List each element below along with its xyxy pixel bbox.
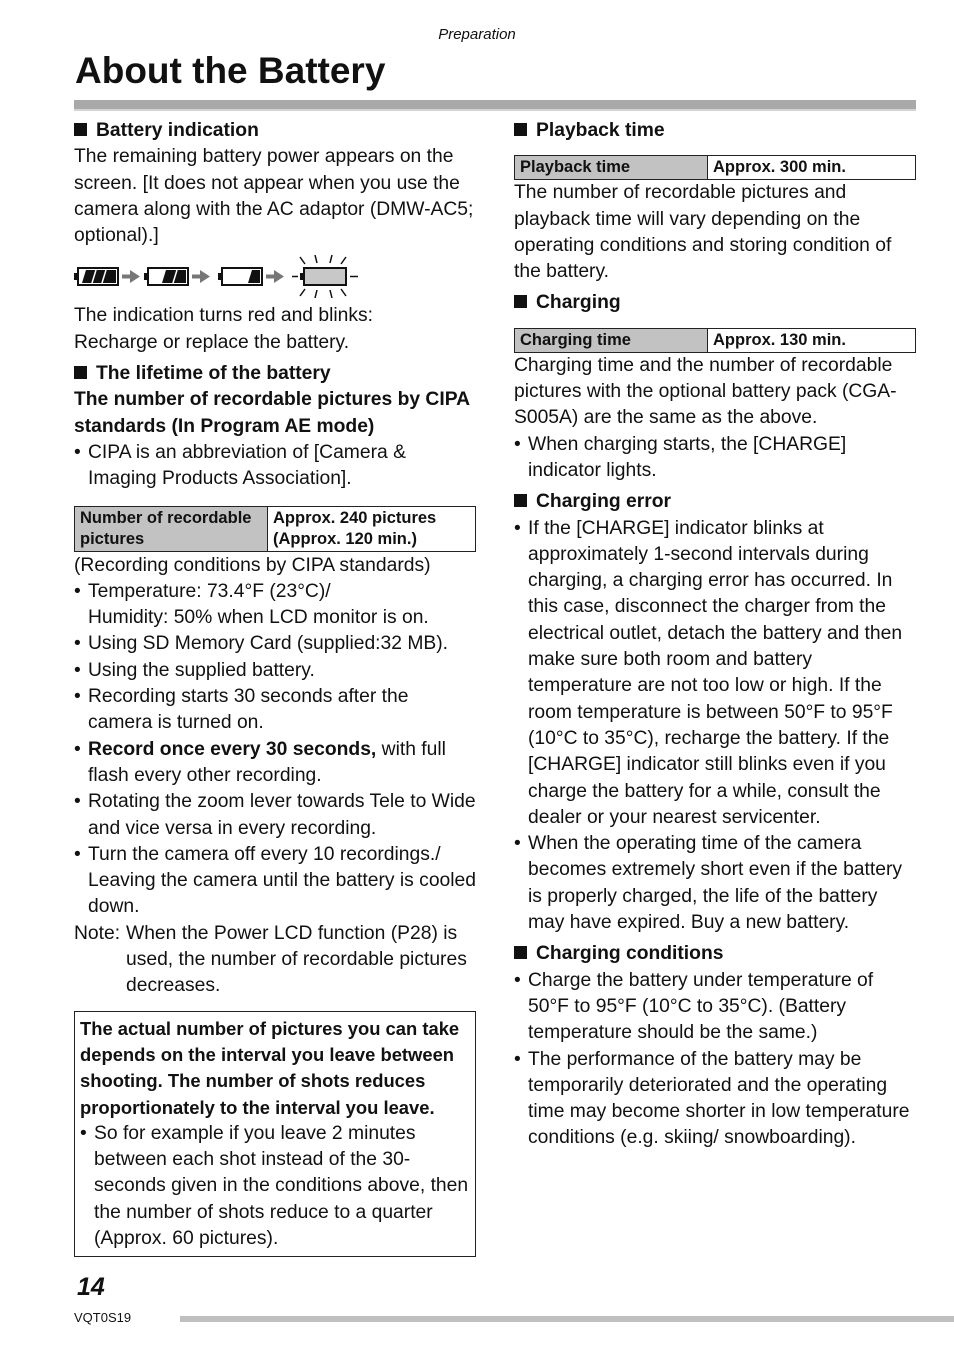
- document-code: VQT0S19: [74, 1310, 132, 1325]
- battery-indication-body: The remaining battery power appears on the screen. [It does not appear when you use the camera along with the AC adaptor (DMW-AC5; optional).]: [74, 146, 474, 247]
- pictures-table-value: Approx. 240 pictures (Approx. 120 min.): [268, 506, 476, 551]
- charging-error-bullet: • If the [CHARGE] indicator blinks at approximately 1-second intervals during charging, a charging error has occurred. In this case, disconnect the charger from the electrical outlet, detach the battery and then make sure both room and battery temperature are not too low or high. If the room temperature is between 50°F to 95°F (10°C to 35°C), recharge the battery. If the [CHARGE] indicator still blinks even if you charge the battery for a while, consult the dealer or your nearest servicenter.: [514, 516, 916, 832]
- interval-info-box: [74, 1011, 476, 1258]
- condition-item: • Record once every 30 seconds, with full flash every other recording.: [74, 737, 476, 790]
- playback-body: The number of recordable pictures and playback time will vary depending on the operating conditions and storing condition of the battery.: [514, 182, 892, 283]
- battery-indication-heading: Battery indication: [74, 118, 476, 144]
- indication-note-2: Recharge or replace the battery.: [74, 331, 350, 353]
- charging-table-key: Charging time: [515, 328, 708, 352]
- square-bullet-icon: [514, 123, 527, 136]
- right-column: [514, 118, 916, 1152]
- charging-bullet: • When charging starts, the [CHARGE] indicator lights.: [514, 432, 916, 485]
- charging-table-value: Approx. 130 min.: [708, 328, 916, 352]
- charging-conditions-bullet: • The performance of the battery may be temporarily deteriorated and the operating time may become shorter in low temperature conditions (e.g. skiing/ snowboarding).: [514, 1047, 916, 1152]
- indication-note-1: The indication turns red and blinks:: [74, 305, 374, 327]
- condition-item: • Temperature: 73.4°F (23°C)/ Humidity: 50% when LCD monitor is on.: [74, 579, 476, 632]
- playback-table-value: Approx. 300 min.: [708, 156, 916, 180]
- footer-rule: [180, 1316, 954, 1322]
- battery-two-thirds-icon: [144, 268, 188, 285]
- condition-item: • Recording starts 30 seconds after the camera is turned on.: [74, 684, 476, 737]
- section-label: Preparation: [438, 26, 516, 43]
- note-label: Note:: [74, 922, 121, 944]
- left-column: [74, 118, 476, 1257]
- condition-item: • Using SD Memory Card (supplied:32 MB).: [74, 631, 476, 657]
- battery-indicator-sequence: [74, 255, 476, 299]
- note-text: When the Power LCD function (P28) is used, the number of recordable pictures decreases.: [126, 922, 467, 997]
- square-bullet-icon: [74, 123, 87, 136]
- arrow-icon: [266, 270, 284, 283]
- condition-item: • Turn the camera off every 10 recordings./ Leaving the camera until the battery is cooled down.: [74, 842, 476, 921]
- battery-empty-blinking-icon: [292, 255, 358, 298]
- battery-one-third-icon: [218, 268, 262, 285]
- charging-error-heading: Charging error: [514, 489, 916, 515]
- cipa-bullet: • CIPA is an abbreviation of [Camera & Imaging Products Association].: [74, 440, 476, 493]
- charging-body: Charging time and the number of recordable pictures with the optional battery pack (CGA-S005A) are the same as the above.: [514, 354, 897, 429]
- page-number: 14: [77, 1273, 105, 1301]
- square-bullet-icon: [74, 366, 87, 379]
- playback-table: [514, 155, 916, 180]
- pictures-table-key: Number of recordable pictures: [75, 506, 268, 551]
- square-bullet-icon: [514, 946, 527, 959]
- charging-heading: Charging: [514, 290, 916, 316]
- interval-info-bullet: • So for example if you leave 2 minutes between each shot instead of the 30-seconds given in the conditions above, then the number of shots reduce to a quarter (Approx. 60 pictures).: [80, 1121, 470, 1252]
- playback-heading: Playback time: [514, 118, 916, 144]
- square-bullet-icon: [514, 494, 527, 507]
- condition-item: • Using the supplied battery.: [74, 658, 476, 684]
- pictures-table: [74, 506, 476, 552]
- page-title: About the Battery: [75, 50, 386, 91]
- title-rule: [74, 100, 916, 111]
- note: [74, 921, 476, 1000]
- interval-info-heading: The actual number of pictures you can take depends on the interval you leave between shooting. The number of shots reduces proportionately to the interval you leave.: [80, 1017, 460, 1118]
- square-bullet-icon: [514, 295, 527, 308]
- playback-table-key: Playback time: [515, 156, 708, 180]
- cipa-heading: The number of recordable pictures by CIPA standards (In Program AE mode): [74, 389, 470, 437]
- charging-error-bullet: • When the operating time of the camera becomes extremely short even if the battery is properly charged, the life of the battery may have expired. Buy a new battery.: [514, 831, 916, 936]
- battery-full-icon: [74, 268, 118, 285]
- conditions-intro: (Recording conditions by CIPA standards): [74, 554, 431, 576]
- arrow-icon: [192, 270, 210, 283]
- lifetime-heading: The lifetime of the battery: [74, 361, 476, 387]
- charging-table: [514, 328, 916, 353]
- arrow-icon: [122, 270, 140, 283]
- condition-item: • Rotating the zoom lever towards Tele to Wide and vice versa in every recording.: [74, 789, 476, 842]
- charging-conditions-bullet: • Charge the battery under temperature of 50°F to 95°F (10°C to 35°C). (Battery temperature should be the same.): [514, 968, 916, 1047]
- charging-conditions-heading: Charging conditions: [514, 941, 916, 967]
